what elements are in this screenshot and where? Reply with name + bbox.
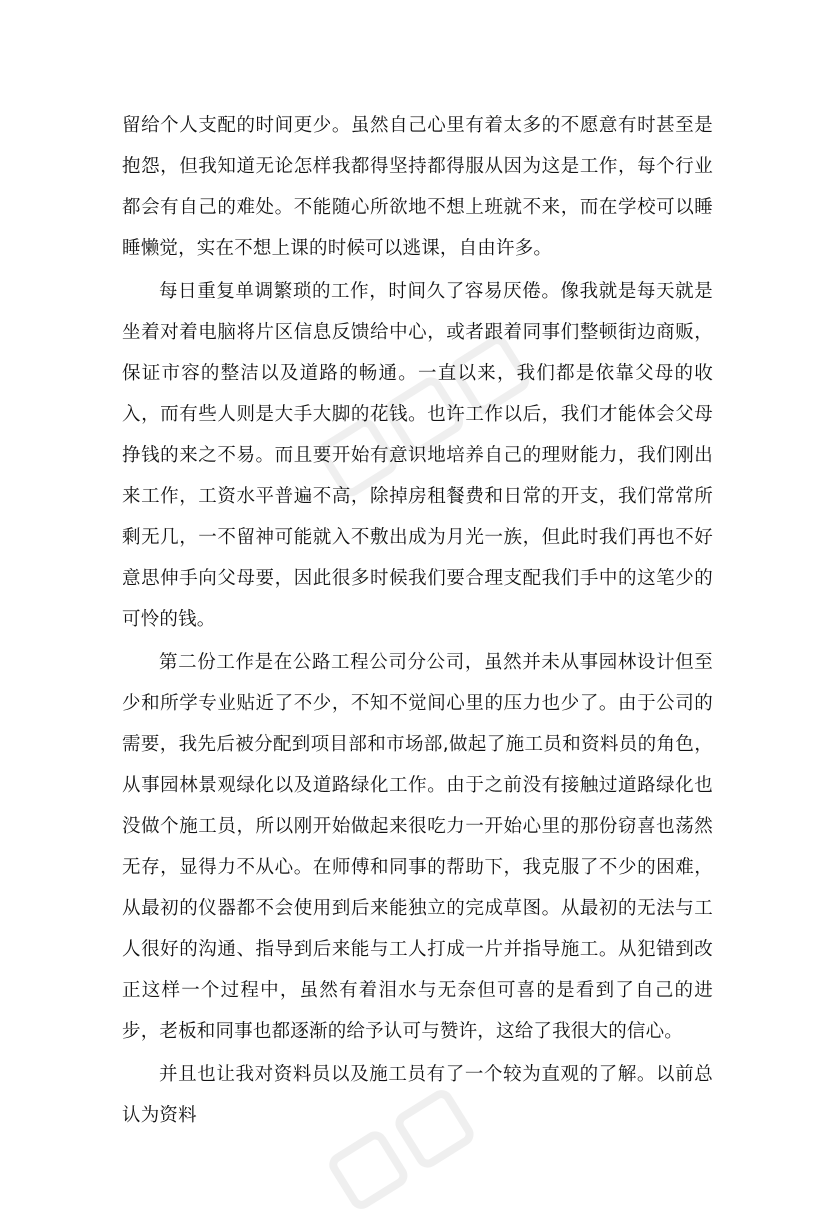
- paragraph-3: 第二份工作是在公路工程公司分公司，虽然并未从事园林设计但至少和所学专业贴近了不少，不知不觉间心里的压力也少了。由于公司的需要，我先后被分配到项目部和市场部,做起了施工员和资料员的角色，从事园林景观绿化以及道路绿化工作。由于之前没有接触过道路绿化也没做个施工员，所以刚开始做起来很吃力一开始心里的那份窃喜也荡然无存，显得力不从心。在师傅和同事的帮助下，我克服了不少的困难，从最初的仪器都不会使用到后来能独立的完成草图。从最初的无法与工人很好的沟通、指导到后来能与工人打成一片并指导施工。从犯错到改正这样一个过程中，虽然有着泪水与无奈但可喜的是看到了自己的进步，老板和同事也都逐渐的给予认可与赞许，这给了我很大的信心。: [122, 652, 713, 1042]
- paragraph-4: 并且也让我对资料员以及施工员有了一个较为直观的了解。以前总认为资料: [122, 1064, 713, 1126]
- document-body: [122, 105, 713, 1138]
- paragraph-2: 每日重复单调繁琐的工作，时间久了容易厌倦。像我就是每天就是坐着对着电脑将片区信息反馈给中心，或者跟着同事们整顿街边商贩，保证市容的整洁以及道路的畅通。一直以来，我们都是依靠父母的收入，而有些人则是大手大脚的花钱。也许工作以后，我们才能体会父母挣钱的来之不易。而且要开始有意识地培养自己的理财能力，我们刚出来工作，工资水平普遍不高，除掉房租餐费和日常的开支，我们常常所剩无几，一不留神可能就入不敷出成为月光一族，但此时我们再也不好意思伸手向父母要，因此很多时候我们要合理支配我们手中的这笔少的可怜的钱。: [122, 281, 713, 630]
- paragraph-1: 留给个人支配的时间更少。虽然自己心里有着太多的不愿意有时甚至是抱怨，但我知道无论怎样我都得坚持都得服从因为这是工作，每个行业都会有自己的难处。不能随心所欲地不想上班就不来，而在学校可以睡睡懒觉，实在不想上课的时候可以逃课，自由许多。: [122, 115, 713, 259]
